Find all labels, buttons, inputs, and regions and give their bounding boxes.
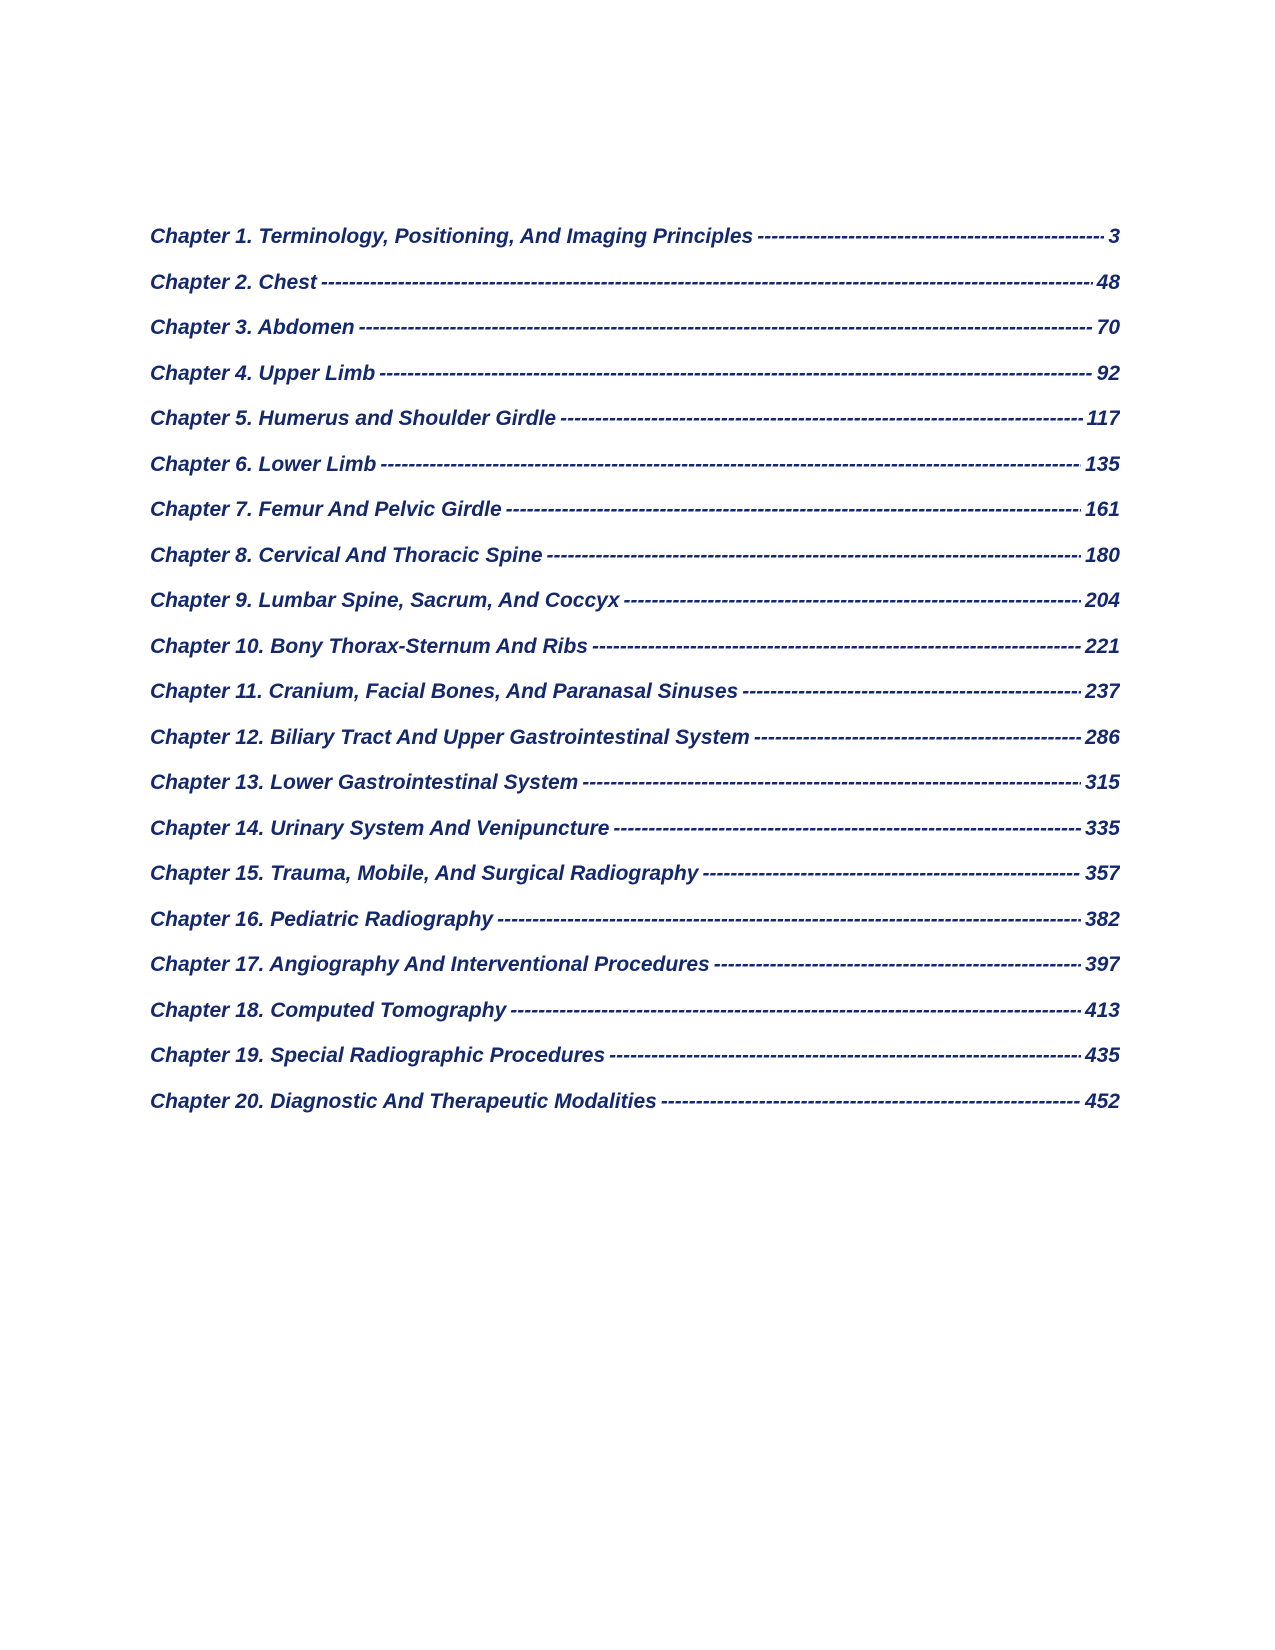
toc-entry-page: 221 xyxy=(1084,634,1120,658)
toc-entry-title: Chapter 11. Cranium, Facial Bones, And Paranasal Sinuses xyxy=(150,680,739,703)
toc-entry-page: 237 xyxy=(1084,680,1120,703)
toc-entry-title: Chapter 17. Angiography And Interventional Procedures xyxy=(150,953,710,976)
toc-entry-3[interactable] xyxy=(150,316,1120,362)
toc-entry-15[interactable] xyxy=(150,862,1120,908)
dot-leader xyxy=(582,771,1081,795)
dot-leader xyxy=(510,999,1081,1023)
toc-entry-page: 286 xyxy=(1084,725,1120,749)
toc-entry-title: Chapter 1. Terminology, Positioning, And Imaging Principles xyxy=(150,225,754,248)
dot-leader xyxy=(624,589,1081,613)
toc-entry-page: 70 xyxy=(1096,316,1120,339)
dot-leader xyxy=(702,862,1081,886)
toc-entry-page: 92 xyxy=(1096,361,1120,385)
toc-entry-title: Chapter 8. Cervical And Thoracic Spine xyxy=(150,543,543,567)
toc-entry-5[interactable] xyxy=(150,407,1120,453)
toc-entry-page: 135 xyxy=(1084,452,1120,476)
dot-leader xyxy=(547,544,1081,568)
toc-entry-page: 180 xyxy=(1084,543,1120,567)
toc-entry-title: Chapter 14. Urinary System And Venipuncture xyxy=(150,816,610,840)
toc-entry-page: 335 xyxy=(1084,816,1120,840)
toc-entry-14[interactable] xyxy=(150,817,1120,863)
toc-entry-18[interactable] xyxy=(150,999,1120,1045)
toc-entry-13[interactable] xyxy=(150,771,1120,817)
toc-entry-4[interactable] xyxy=(150,362,1120,408)
toc-entry-page: 382 xyxy=(1084,907,1120,931)
dot-leader xyxy=(560,407,1082,431)
table-of-contents xyxy=(150,225,1120,1135)
toc-entry-2[interactable] xyxy=(150,271,1120,317)
toc-entry-title: Chapter 19. Special Radiographic Procedures xyxy=(150,1044,606,1067)
toc-entry-title: Chapter 16. Pediatric Radiography xyxy=(150,907,494,931)
dot-leader xyxy=(497,908,1081,932)
dot-leader xyxy=(714,953,1081,977)
toc-entry-title: Chapter 10. Bony Thorax-Sternum And Ribs xyxy=(150,634,588,658)
toc-entry-page: 3 xyxy=(1108,225,1120,248)
toc-entry-6[interactable] xyxy=(150,453,1120,499)
toc-entry-page: 452 xyxy=(1084,1089,1120,1113)
toc-entry-page: 357 xyxy=(1084,862,1120,885)
toc-entry-page: 161 xyxy=(1084,498,1120,521)
dot-leader xyxy=(754,726,1081,750)
toc-entry-title: Chapter 3. Abdomen xyxy=(150,316,355,339)
dot-leader xyxy=(661,1090,1081,1114)
toc-entry-page: 315 xyxy=(1084,771,1120,794)
toc-entry-page: 48 xyxy=(1096,270,1120,294)
dot-leader xyxy=(757,225,1104,249)
toc-entry-title: Chapter 6. Lower Limb xyxy=(150,452,377,476)
toc-entry-title: Chapter 15. Trauma, Mobile, And Surgical Radiography xyxy=(150,862,699,885)
dot-leader xyxy=(506,498,1081,522)
toc-entry-title: Chapter 20. Diagnostic And Therapeutic Modalities xyxy=(150,1089,657,1113)
toc-entry-page: 435 xyxy=(1084,1044,1120,1067)
dot-leader xyxy=(613,817,1081,841)
dot-leader xyxy=(321,271,1093,295)
toc-entry-page: 117 xyxy=(1086,407,1120,430)
toc-entry-title: Chapter 7. Femur And Pelvic Girdle xyxy=(150,498,502,521)
dot-leader xyxy=(592,635,1081,659)
toc-entry-page: 204 xyxy=(1084,589,1120,612)
toc-entry-title: Chapter 12. Biliary Tract And Upper Gastrointestinal System xyxy=(150,725,750,749)
toc-entry-title: Chapter 9. Lumbar Spine, Sacrum, And Coccyx xyxy=(150,589,620,612)
toc-entry-9[interactable] xyxy=(150,589,1120,635)
toc-entry-title: Chapter 2. Chest xyxy=(150,270,317,294)
toc-entry-20[interactable] xyxy=(150,1090,1120,1136)
toc-entry-16[interactable] xyxy=(150,908,1120,954)
toc-entry-title: Chapter 18. Computed Tomography xyxy=(150,998,507,1022)
toc-entry-title: Chapter 4. Upper Limb xyxy=(150,361,376,385)
toc-entry-8[interactable] xyxy=(150,544,1120,590)
toc-entry-page: 413 xyxy=(1084,998,1120,1022)
toc-entry-title: Chapter 5. Humerus and Shoulder Girdle xyxy=(150,407,557,430)
toc-entry-page: 397 xyxy=(1084,953,1120,976)
toc-entry-11[interactable] xyxy=(150,680,1120,726)
toc-entry-12[interactable] xyxy=(150,726,1120,772)
toc-entry-10[interactable] xyxy=(150,635,1120,681)
toc-entry-17[interactable] xyxy=(150,953,1120,999)
dot-leader xyxy=(380,453,1081,477)
dot-leader xyxy=(742,680,1081,704)
toc-entry-title: Chapter 13. Lower Gastrointestinal System xyxy=(150,771,579,794)
dot-leader xyxy=(359,316,1093,340)
toc-entry-19[interactable] xyxy=(150,1044,1120,1090)
toc-entry-7[interactable] xyxy=(150,498,1120,544)
dot-leader xyxy=(609,1044,1081,1068)
dot-leader xyxy=(379,362,1092,386)
toc-entry-1[interactable] xyxy=(150,225,1120,271)
